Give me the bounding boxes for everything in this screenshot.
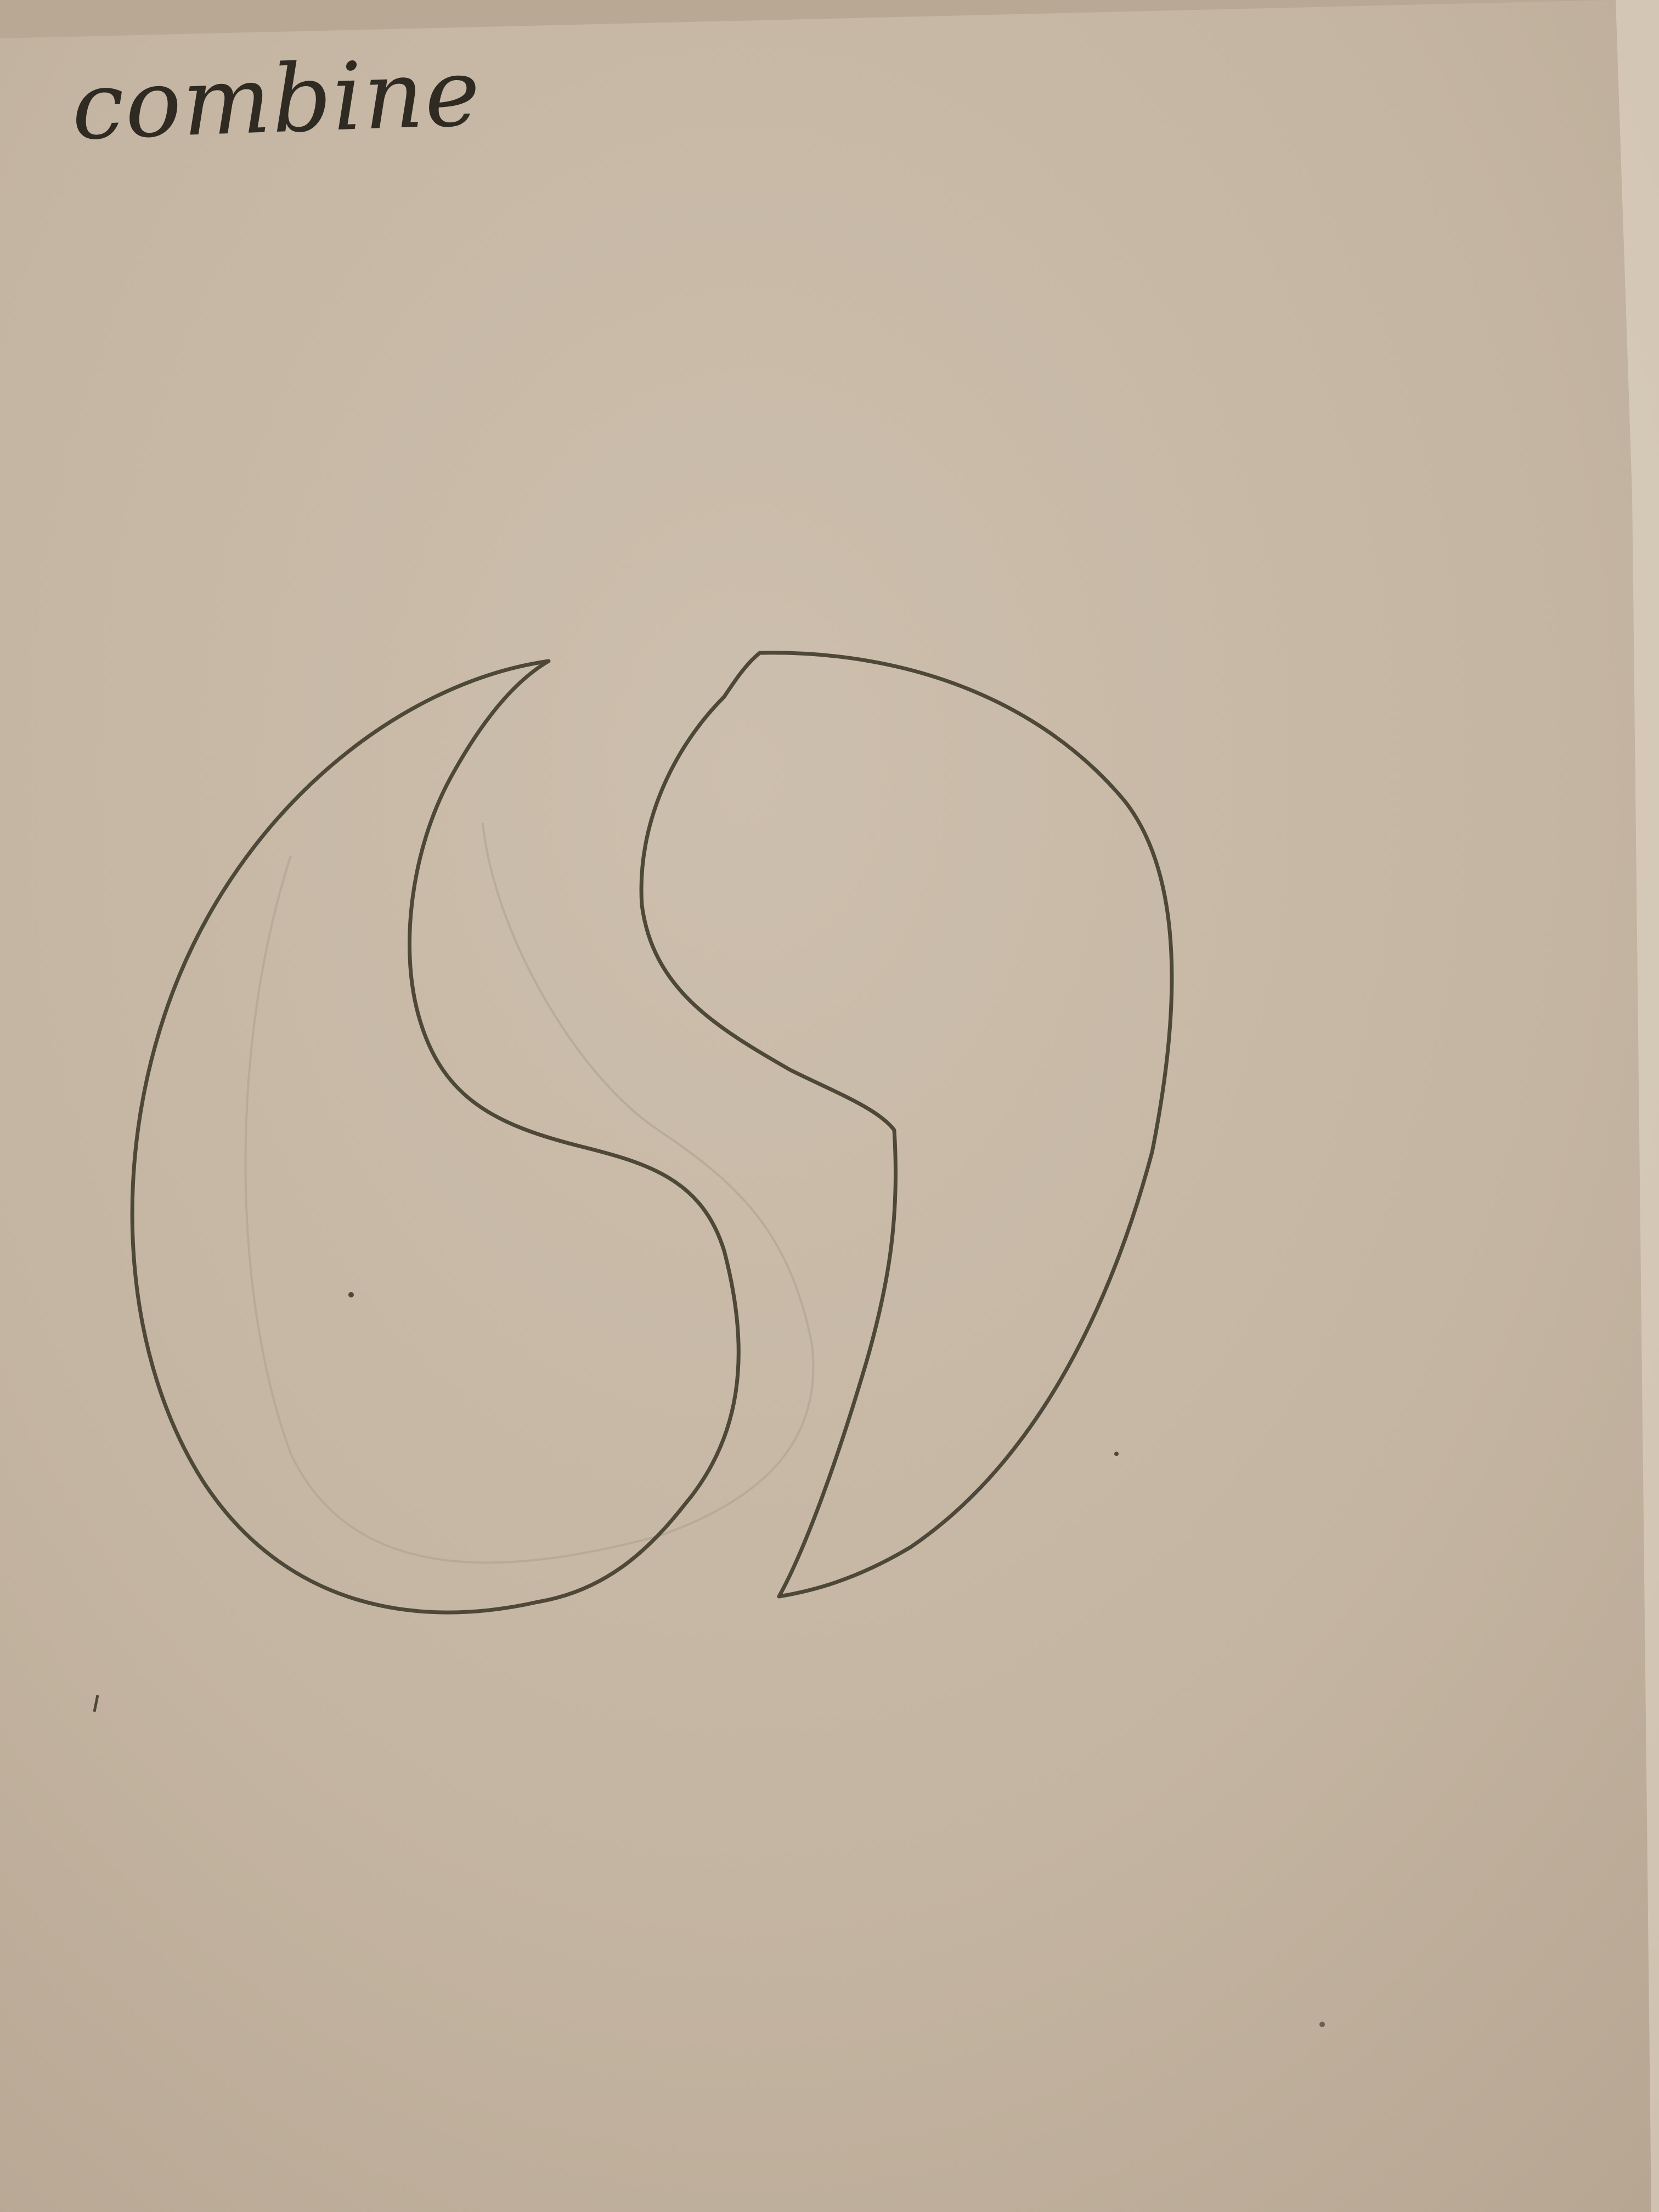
stray-dot bbox=[348, 1292, 354, 1297]
handwritten-caption: combine bbox=[70, 38, 483, 161]
stray-dot bbox=[1319, 2022, 1325, 2027]
left-half bbox=[132, 661, 738, 1612]
right-half bbox=[641, 653, 1172, 1596]
stray-mark bbox=[94, 1695, 98, 1712]
stray-dot bbox=[1114, 1452, 1119, 1456]
faint-guide-line bbox=[246, 823, 814, 1562]
